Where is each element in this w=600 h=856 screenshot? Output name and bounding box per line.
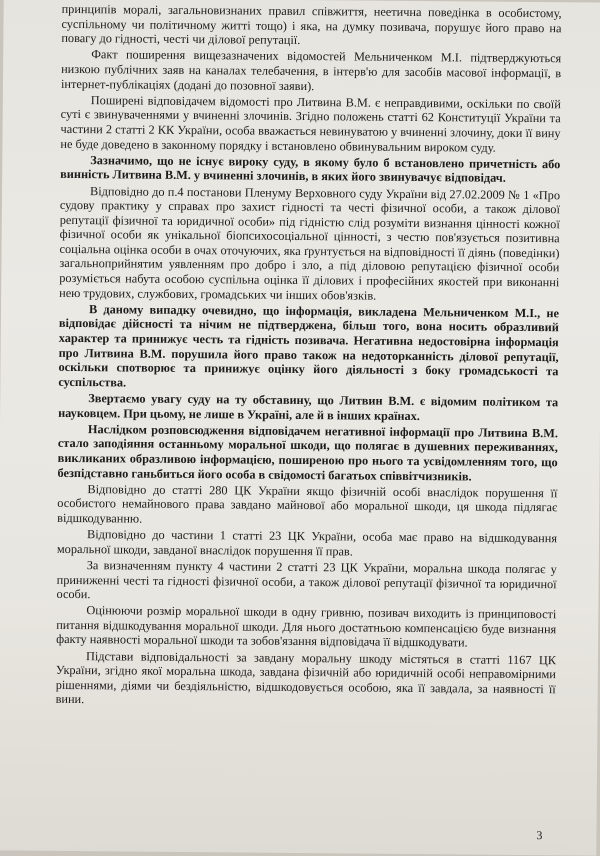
paragraph-8: Наслідком розповсюдження відповідачем негативної інформації про Литвина В.М. стало заподіяння останньому моральної шкоди, що полягає в душевних переживаннях, викликаних образливою інформацією, поширеною про нього та усвідомленням того, що безпідставно ганьбиться його особа в свідомості багатьох співвітчизників. [57,421,559,484]
paragraph-9: Відповідно до статті 280 ЦК України якщо фізичній особі внаслідок порушення її особистого немайнового права завдано майнової або моральної шкоди, ця шкода підлягає відшкодуванню. [57,481,558,526]
paragraph-13: Підстави відповідальності за завдану моральну шкоду містяться в статті 1167 ЦК України, згідно якої моральна шкода, завдана фізичній або юридичній особі неправомірними рішеннями, діями чи бездіяльністю, відшкодовується особою, яка її завдала, за наявності її вини. [55,648,557,707]
paragraph-2: Факт поширення вищезазначених відомостей Мельниченком М.І. підтверджуються низкою публічних заяв на каналах телебачення, в інтерв'ю для засобів масової інформації, в інтернет-публікаціях (додані до позовної заяви). [60,47,562,93]
paragraph-11: За визначенням пункту 4 частини 2 статті 23 ЦК України, моральна шкода полягає у приниженні честі та гідності фізичної особи, а також ділової репутації фізичної та юридичної особи. [56,558,557,602]
paragraph-7: Звертаємо увагу суду на ту обставину, що Литвин В.М. є відомим політиком та науковцем. При цьому, не лише в Україні, але й в інших країнах. [58,391,559,423]
page-number: 3 [536,828,543,843]
paragraph-6: В даному випадку очевидно, що інформація, викладена Мельниченком М.І., не відповідає дійсності та нічим не підтверджена, більш того, вона носить образливий характер та принижує честь та гідність позивача. Негативна недостовірна інформація про Литвина В.М. порушила його право також на недоторканність ділової репутації, оскільки спотворює та принижує оцінку його діяльності з боку громадськості та суспільства. [58,301,560,390]
paragraph-10: Відповідно до частини 1 статті 23 ЦК України, особа має право на відшкодування моральної шкоди, завданої внаслідок порушення її прав. [56,527,558,559]
document-body [56,2,562,713]
paragraph-3: Поширені відповідачем відомості про Литвина В.М. є неправдивими, оскільки по своїй суті є звинуваченнями у вчиненні злочинів. Згідно положень статті 62 Конституції України та частини 2 статті 2 КК України, особа вважається невинуватою у вчиненні злочину, доки її вину не буде доведено в законному порядку і встановлено обвинувальним вироком суду. [60,92,561,155]
paragraph-5: Відповідно до п.4 постанови Пленуму Верховного суду України від 27.02.2009 № 1 «Про судову практику у справах про захист гідності та честі фізичної особи, а також ділової репутації фізичної та юридичної особи» під гідністю слід розуміти визнання цінності кожної фізичної особи як унікальної біопсихосоціальної цінності, з честю пов'язується позитивна соціальна оцінка особи в очах оточуючих, яка ґрунтується на відповідності її діянь (поведінки) загальноприйнятим уявленням про добро і зло, а під діловою репутацією фізичної особи розуміється набута особою суспільна оцінка її ділових і професійних якостей при виконанні нею трудових, службових, громадських чи інших обов'язків. [59,183,561,303]
paragraph-12: Оцінюючи розмір моральної шкоди в одну гривню, позивач виходить із принциповості питання відшкодування моральної шкоди. Для нього достатньою компенсацією буде визнання факту наявності моральної шкоди та зобов'язання відповідача її відшкодувати. [56,603,557,650]
paragraph-4: Зазначимо, що не існує вироку суду, в якому було б встановлено причетність або винність Литвина В.М. у вчиненні злочинів, в яких його звинувачує відповідач. [60,152,561,186]
paragraph-1: принципів моралі, загальновизнаних правил співжиття, неетична поведінка в особистому, суспільному чи політичному житті тощо) і яка, на думку позивача, порушує його право на повагу до гідності, честі чи ділової репутації. [61,1,562,48]
